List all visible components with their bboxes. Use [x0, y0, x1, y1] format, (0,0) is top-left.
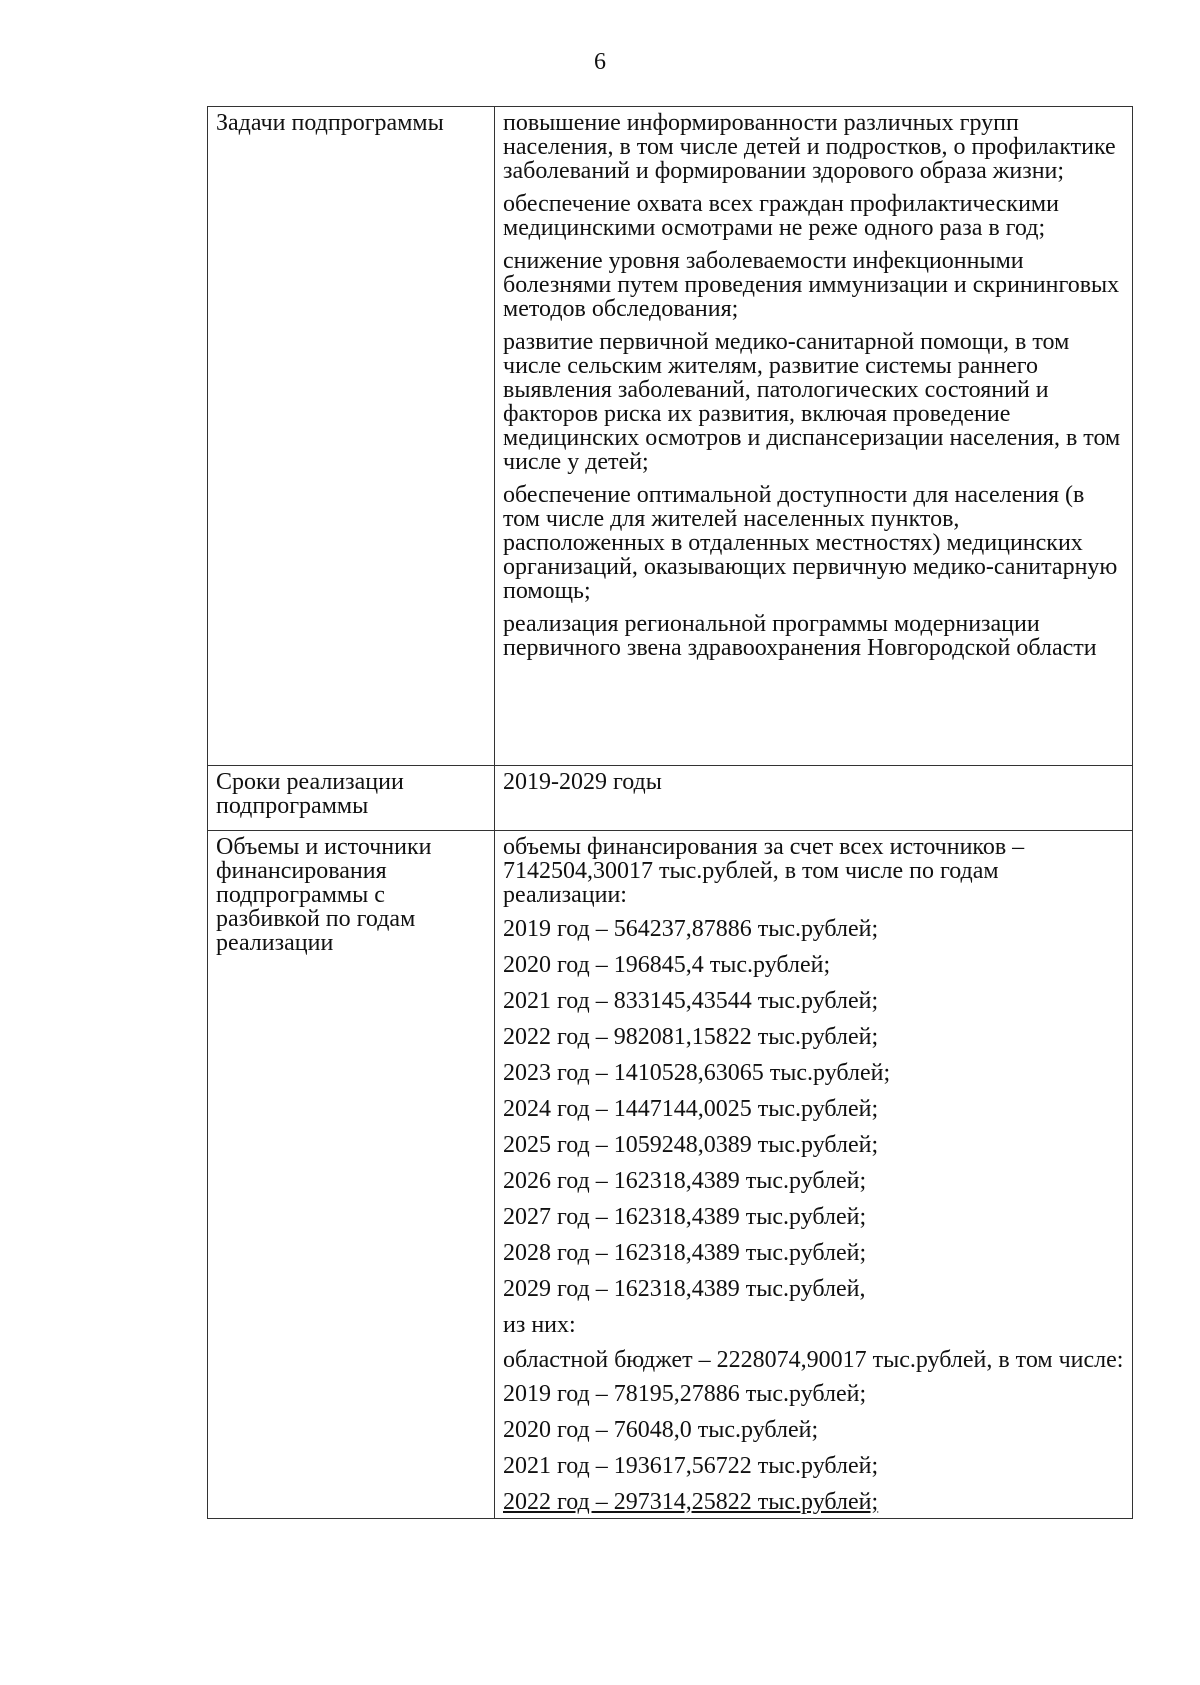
regional-year-line: 2022 год – 297314,25822 тыс.рублей; [503, 1489, 879, 1515]
funding-year-line: 2020 год – 196845,4 тыс.рублей; [503, 952, 831, 978]
table-row-tasks [208, 107, 1133, 766]
regional-year-line: 2020 год – 76048,0 тыс.рублей; [503, 1417, 819, 1443]
funding-label: Объемы и источники финансирования подпрограммы с разбивкой по годам реализации [216, 834, 432, 956]
table-row-terms [208, 766, 1133, 831]
task-item: обеспечение охвата всех граждан профилактическими медицинскими осмотрами не реже одного раза в год; [503, 191, 1059, 241]
terms-value: 2019-2029 годы [503, 769, 662, 795]
funding-year-line: 2029 год – 162318,4389 тыс.рублей, [503, 1276, 866, 1302]
funding-year-line: 2021 год – 833145,43544 тыс.рублей; [503, 988, 879, 1014]
tasks-label: Задачи подпрограммы [216, 110, 444, 136]
table-row-funding [208, 831, 1133, 1519]
task-item: снижение уровня заболеваемости инфекционными болезнями путем проведения иммунизации и скрининговых методов обследования; [503, 248, 1120, 322]
terms-value-cell [495, 766, 1133, 831]
task-item: развитие первичной медико-санитарной помощи, в том числе сельским жителям, развитие системы раннего выявления заболеваний, патологических состояний и факторов риска их развития, включая проведение медицинских осмотров и диспансеризации населения, в том числе у детей; [503, 329, 1121, 475]
funding-year-line: 2019 год – 564237,87886 тыс.рублей; [503, 916, 879, 942]
regional-year-line: 2019 год – 78195,27886 тыс.рублей; [503, 1381, 867, 1407]
funding-year-line: 2024 год – 1447144,0025 тыс.рублей; [503, 1096, 879, 1122]
regional-budget-intro: областной бюджет – 2228074,90017 тыс.рублей, в том числе: [503, 1347, 1124, 1373]
funding-year-line: 2026 год – 162318,4389 тыс.рублей; [503, 1168, 867, 1194]
regional-year-line: 2021 год – 193617,56722 тыс.рублей; [503, 1453, 879, 1479]
funding-value-cell [495, 831, 1133, 1519]
funding-year-line: 2022 год – 982081,15822 тыс.рублей; [503, 1024, 879, 1050]
funding-year-line: 2027 год – 162318,4389 тыс.рублей; [503, 1204, 867, 1230]
subprogram-passport-table [207, 106, 1133, 1519]
funding-of-them: из них: [503, 1312, 576, 1338]
task-item: повышение информированности различных групп населения, в том числе детей и подростков, о профилактике заболеваний и формировании здорового образа жизни; [503, 110, 1116, 184]
terms-label-cell [208, 766, 495, 831]
funding-year-line: 2028 год – 162318,4389 тыс.рублей; [503, 1240, 867, 1266]
terms-label: Сроки реализации подпрограммы [216, 769, 404, 819]
funding-year-line: 2023 год – 1410528,63065 тыс.рублей; [503, 1060, 891, 1086]
tasks-value-cell [495, 107, 1133, 766]
task-item: обеспечение оптимальной доступности для населения (в том числе для жителей населенных пунктов, расположенных в отдаленных местностях) медицинских организаций, оказывающих первичную медико-санитарную помощь; [503, 482, 1118, 604]
tasks-label-cell [208, 107, 495, 766]
funding-year-line: 2025 год – 1059248,0389 тыс.рублей; [503, 1132, 879, 1158]
page-number: 6 [594, 49, 606, 75]
funding-label-cell [208, 831, 495, 1519]
task-item: реализация региональной программы модернизации первичного звена здравоохранения Новгородской области [503, 611, 1097, 661]
funding-intro: объемы финансирования за счет всех источников – 7142504,30017 тыс.рублей, в том числе по годам реализации: [503, 834, 1025, 908]
